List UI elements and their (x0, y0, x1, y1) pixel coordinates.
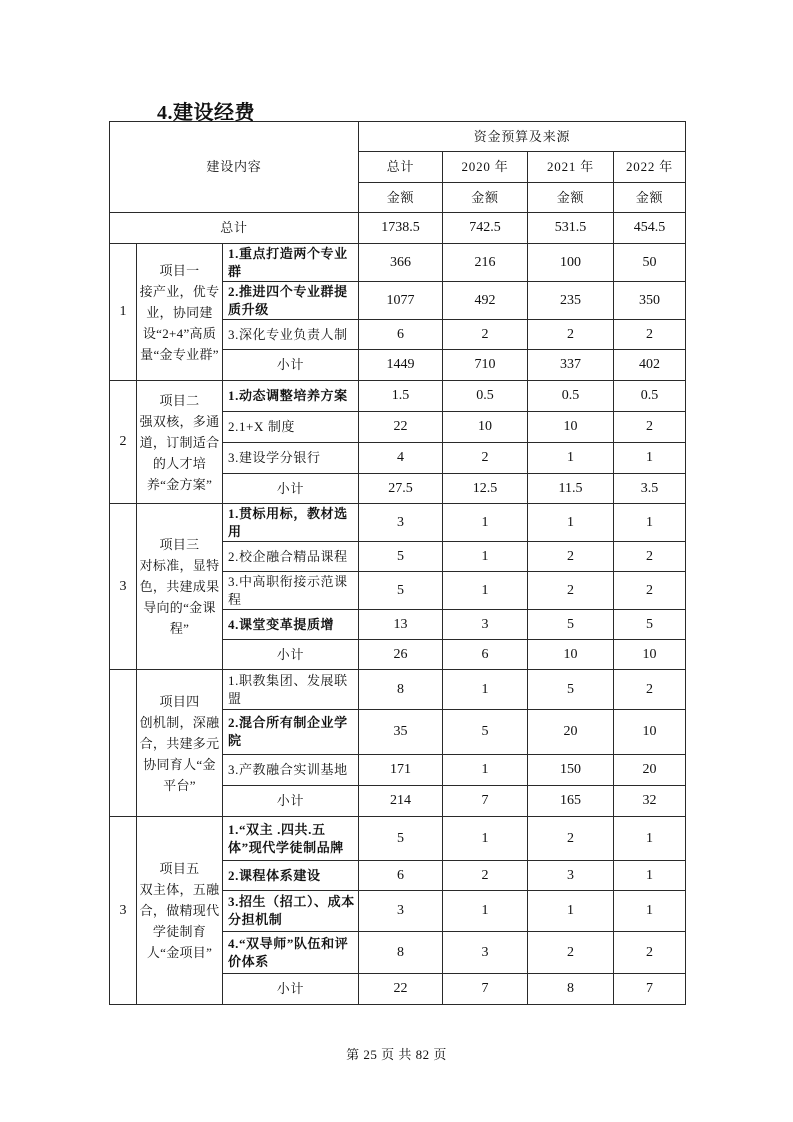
amount-2021: 0.5 (528, 381, 614, 412)
subtotal-label: 小计 (223, 474, 359, 504)
item-label: 3.建设学分银行 (223, 443, 359, 474)
amount-2022: 2 (614, 932, 686, 974)
subtotal-total: 26 (359, 640, 443, 670)
amount-2022: 10 (614, 710, 686, 755)
project-number: 1 (110, 244, 137, 381)
amount-2022: 2 (614, 320, 686, 350)
amount-2021: 1 (528, 891, 614, 932)
amount-2020: 3 (443, 610, 528, 640)
item-label: 3.招生（招工）、成本分担机制 (223, 891, 359, 932)
amount-2020: 2 (443, 861, 528, 891)
amount-2021: 2 (528, 542, 614, 572)
amount-2021: 5 (528, 670, 614, 710)
table-row (110, 670, 686, 710)
amount-2020: 1 (443, 755, 528, 786)
amount-2020: 5 (443, 710, 528, 755)
subtotal-total: 27.5 (359, 474, 443, 504)
item-label: 2.1+X 制度 (223, 412, 359, 443)
amount-total: 13 (359, 610, 443, 640)
subtotal-label: 小计 (223, 640, 359, 670)
funding-header: 资金预算及来源 (359, 122, 686, 152)
item-label: 1.“双主 .四共.五体”现代学徒制品牌 (223, 817, 359, 861)
amount-2022: 350 (614, 282, 686, 320)
amount-2022: 2 (614, 412, 686, 443)
item-label: 3.深化专业负责人制 (223, 320, 359, 350)
subtotal-2022: 402 (614, 350, 686, 381)
amount-total: 1077 (359, 282, 443, 320)
amount-2020: 1 (443, 542, 528, 572)
project-title: 项目二 (159, 392, 200, 408)
project-title: 项目四 (159, 693, 200, 709)
item-label: 2.校企融合精品课程 (223, 542, 359, 572)
amount-2020: 10 (443, 412, 528, 443)
grand-total-2020: 742.5 (443, 213, 528, 244)
amount-2020: 3 (443, 932, 528, 974)
amount-header: 金额 (443, 183, 528, 213)
item-label: 1.动态调整培养方案 (223, 381, 359, 412)
project-title: 项目一 (159, 262, 200, 278)
grand-total-2022: 454.5 (614, 213, 686, 244)
project-cell (137, 244, 223, 381)
amount-total: 5 (359, 817, 443, 861)
amount-2021: 2 (528, 932, 614, 974)
amount-2022: 1 (614, 443, 686, 474)
amount-2022: 2 (614, 542, 686, 572)
project-cell (137, 817, 223, 1005)
amount-total: 171 (359, 755, 443, 786)
item-label: 2.课程体系建设 (223, 861, 359, 891)
subtotal-2021: 11.5 (528, 474, 614, 504)
item-label: 4.课堂变革提质增 (223, 610, 359, 640)
amount-2020: 492 (443, 282, 528, 320)
subtotal-label: 小计 (223, 974, 359, 1005)
grand-total-amount: 1738.5 (359, 213, 443, 244)
item-label: 3.产教融合实训基地 (223, 755, 359, 786)
item-label: 2.混合所有制企业学院 (223, 710, 359, 755)
amount-2021: 3 (528, 861, 614, 891)
amount-2020: 1 (443, 817, 528, 861)
project-number (110, 670, 137, 817)
section-title: 4.建设经费 (157, 102, 255, 124)
amount-2021: 20 (528, 710, 614, 755)
table-row (110, 817, 686, 861)
amount-total: 22 (359, 412, 443, 443)
column-header-2022: 2022 年 (614, 152, 686, 183)
amount-total: 1.5 (359, 381, 443, 412)
project-description: 强双核，多通道，订制适合的人才培养“金方案” (139, 413, 220, 492)
amount-2021: 5 (528, 610, 614, 640)
project-cell (137, 381, 223, 504)
amount-2021: 1 (528, 443, 614, 474)
subtotal-label: 小计 (223, 786, 359, 817)
amount-total: 8 (359, 670, 443, 710)
amount-total: 4 (359, 443, 443, 474)
amount-total: 6 (359, 861, 443, 891)
amount-2021: 235 (528, 282, 614, 320)
amount-2021: 10 (528, 412, 614, 443)
grand-total-label: 总计 (110, 213, 359, 244)
table-row (110, 504, 686, 542)
column-header-2021: 2021 年 (528, 152, 614, 183)
amount-2020: 1 (443, 891, 528, 932)
amount-2021: 2 (528, 320, 614, 350)
subtotal-total: 1449 (359, 350, 443, 381)
amount-header: 金额 (528, 183, 614, 213)
amount-2022: 1 (614, 891, 686, 932)
amount-2022: 1 (614, 504, 686, 542)
amount-2022: 1 (614, 817, 686, 861)
amount-total: 5 (359, 572, 443, 610)
project-description: 创机制，深融合，共建多元协同育人“金平台” (139, 714, 220, 793)
subtotal-2020: 6 (443, 640, 528, 670)
subtotal-2020: 7 (443, 974, 528, 1005)
amount-2020: 1 (443, 670, 528, 710)
column-header-2020: 2020 年 (443, 152, 528, 183)
amount-2020: 2 (443, 320, 528, 350)
table-row (110, 244, 686, 282)
amount-2021: 2 (528, 572, 614, 610)
subtotal-2022: 10 (614, 640, 686, 670)
project-number: 3 (110, 504, 137, 670)
table-row (110, 381, 686, 412)
item-label: 1.职教集团、发展联盟 (223, 670, 359, 710)
project-description: 接产业，优专业，协同建设“2+4”高质量“金专业群” (139, 283, 220, 362)
project-number: 2 (110, 381, 137, 504)
project-cell (137, 670, 223, 817)
amount-2022: 2 (614, 670, 686, 710)
amount-2020: 1 (443, 504, 528, 542)
amount-2020: 2 (443, 443, 528, 474)
amount-total: 5 (359, 542, 443, 572)
page-footer: 第 25 页 共 82 页 (346, 1047, 447, 1062)
subtotal-2020: 710 (443, 350, 528, 381)
subtotal-2021: 165 (528, 786, 614, 817)
amount-2020: 1 (443, 572, 528, 610)
column-header-total: 总计 (359, 152, 443, 183)
item-label: 4.“双导师”队伍和评价体系 (223, 932, 359, 974)
project-number: 3 (110, 817, 137, 1005)
amount-2022: 5 (614, 610, 686, 640)
amount-header: 金额 (614, 183, 686, 213)
amount-2021: 150 (528, 755, 614, 786)
amount-header: 金额 (359, 183, 443, 213)
amount-2020: 0.5 (443, 381, 528, 412)
header-row (110, 122, 686, 152)
project-cell (137, 504, 223, 670)
amount-total: 6 (359, 320, 443, 350)
amount-2022: 2 (614, 572, 686, 610)
project-title: 项目三 (159, 537, 200, 552)
amount-2021: 1 (528, 504, 614, 542)
project-title: 项目五 (159, 861, 200, 876)
subtotal-2020: 7 (443, 786, 528, 817)
amount-total: 35 (359, 710, 443, 755)
grand-total-2021: 531.5 (528, 213, 614, 244)
amount-2020: 216 (443, 244, 528, 282)
item-label: 1.重点打造两个专业群 (223, 244, 359, 282)
item-label: 1.贯标用标，教材选用 (223, 504, 359, 542)
grand-total-row (110, 213, 686, 244)
subtotal-2022: 7 (614, 974, 686, 1005)
subtotal-2021: 10 (528, 640, 614, 670)
subtotal-2022: 32 (614, 786, 686, 817)
amount-2022: 20 (614, 755, 686, 786)
item-label: 3.中高职衔接示范课程 (223, 572, 359, 610)
amount-2022: 50 (614, 244, 686, 282)
subtotal-label: 小计 (223, 350, 359, 381)
project-description: 双主体，五融合，做精现代学徒制育人“金项目” (139, 882, 220, 960)
item-label: 2.推进四个专业群提质升级 (223, 282, 359, 320)
amount-2021: 100 (528, 244, 614, 282)
amount-total: 8 (359, 932, 443, 974)
budget-table (109, 121, 686, 1005)
subtotal-2022: 3.5 (614, 474, 686, 504)
amount-total: 366 (359, 244, 443, 282)
subtotal-total: 22 (359, 974, 443, 1005)
amount-2021: 2 (528, 817, 614, 861)
subtotal-2021: 337 (528, 350, 614, 381)
subtotal-2020: 12.5 (443, 474, 528, 504)
amount-2022: 0.5 (614, 381, 686, 412)
amount-total: 3 (359, 891, 443, 932)
amount-2022: 1 (614, 861, 686, 891)
project-description: 对标准，显特色，共建成果导向的“金课程” (139, 558, 220, 636)
content-header: 建设内容 (110, 122, 359, 213)
subtotal-total: 214 (359, 786, 443, 817)
amount-total: 3 (359, 504, 443, 542)
subtotal-2021: 8 (528, 974, 614, 1005)
